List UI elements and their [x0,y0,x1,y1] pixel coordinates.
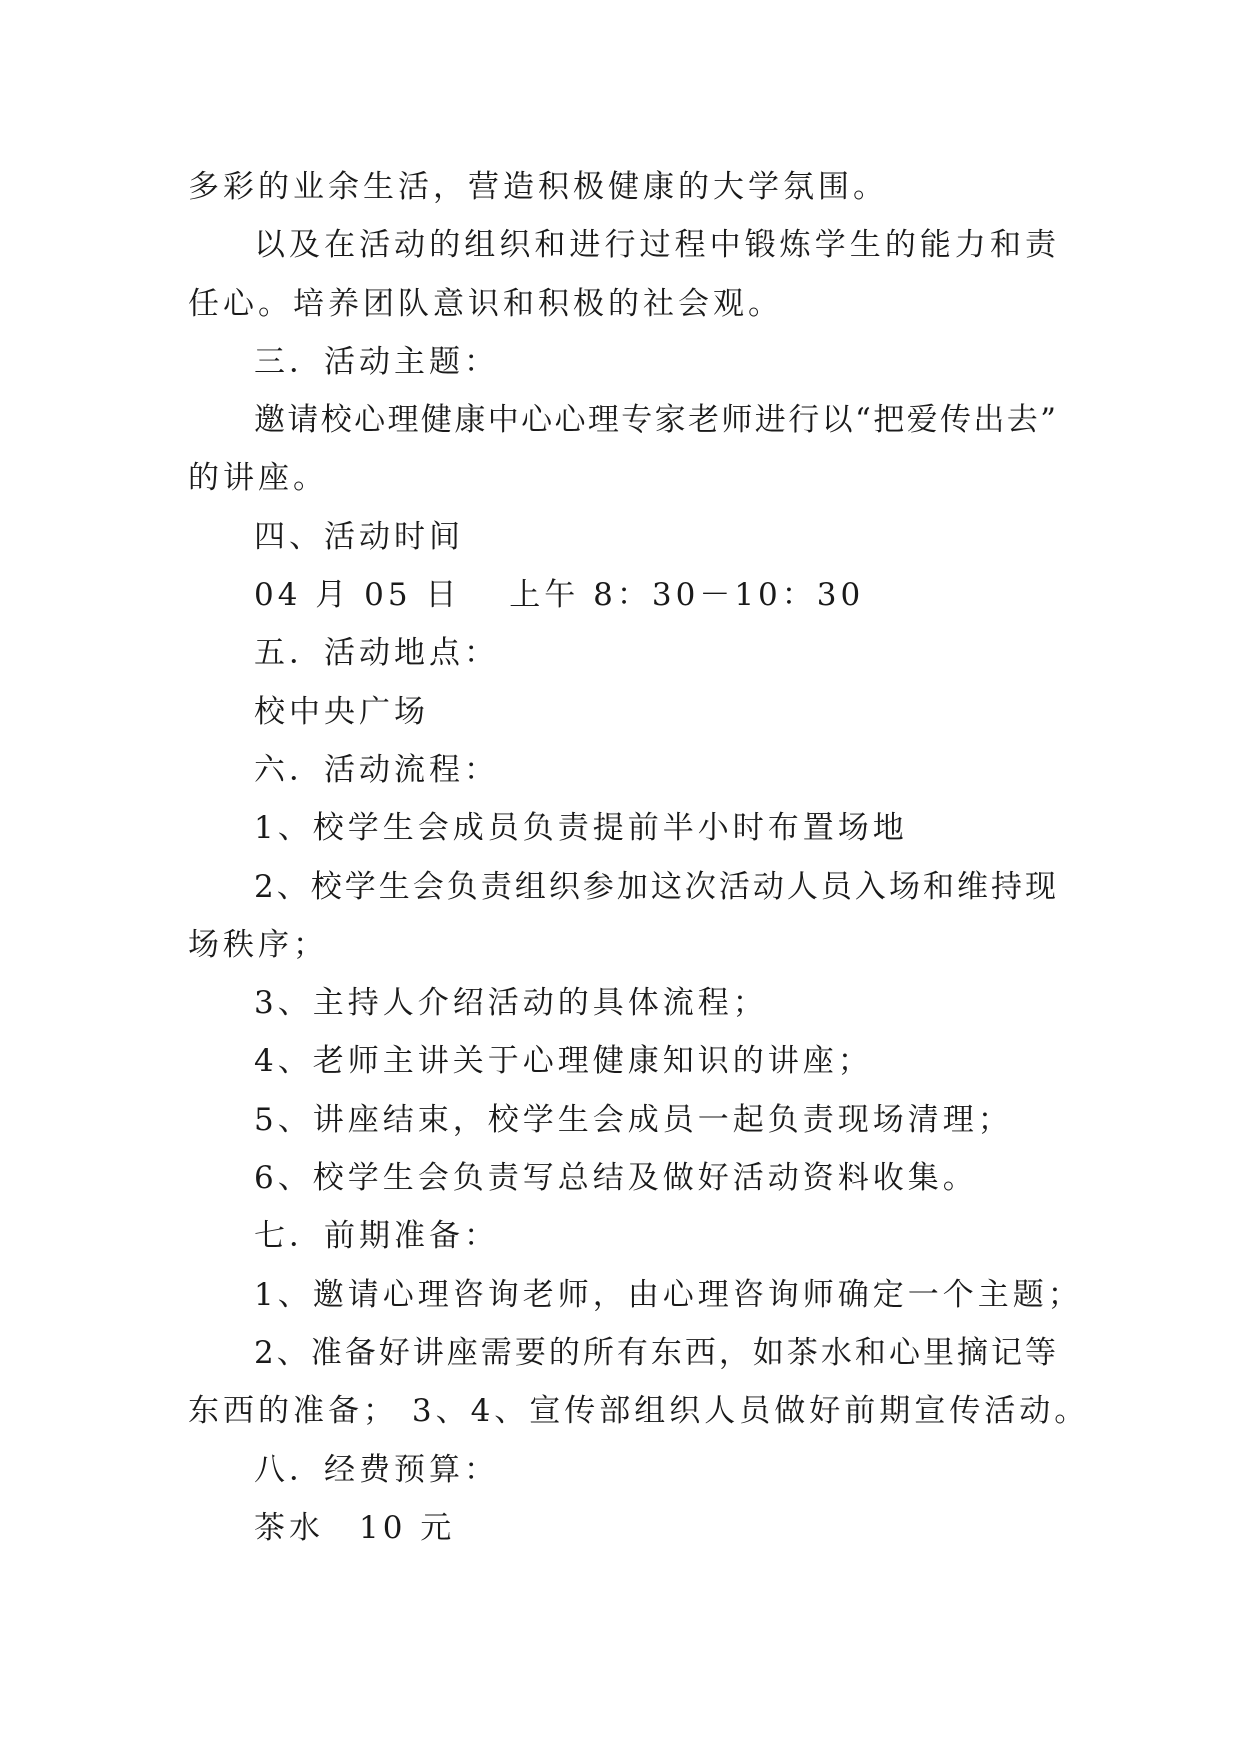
preparation-item-continued: 东西的准备； 3、4、宣传部组织人员做好前期宣传活动。 [188,1393,1090,1430]
budget-item: 茶水 10 元 [254,1509,456,1546]
process-item: 5、讲座结束，校学生会成员一起负责现场清理； [254,1101,1013,1138]
paragraph-line: 邀请校心理健康中心心理专家老师进行以“把爱传出去” [254,402,1058,439]
process-item: 4、老师主讲关于心理健康知识的讲座； [254,1043,873,1080]
process-item: 6、校学生会负责写总结及做好活动资料收集。 [254,1160,978,1197]
process-item: 1、校学生会成员负责提前半小时布置场地 [254,810,908,847]
section-heading-location: 五．活动地点： [254,635,499,672]
section-heading-preparation: 七．前期准备： [254,1218,499,1255]
section-heading-budget: 八．经费预算： [254,1451,499,1488]
paragraph-line: 多彩的业余生活，营造积极健康的大学氛围。 [188,169,888,205]
document-body [188,158,1090,1557]
paragraph-line: 以及在活动的组织和进行过程中锻炼学生的能力和责 [254,227,1058,264]
activity-location: 校中央广场 [254,693,429,730]
preparation-item: 1、邀请心理咨询老师，由心理咨询师确定一个主题； [254,1276,1083,1313]
process-item-continued: 场秩序； [188,926,328,963]
process-item: 2、校学生会负责组织参加这次活动人员入场和维持现 [254,868,1058,905]
process-item: 3、主持人介绍活动的具体流程； [254,985,768,1022]
activity-time: 04 月 05 日 上午 8：30－10：30 [254,577,865,614]
paragraph-line: 的讲座。 [188,460,328,497]
paragraph-line: 任心。培养团队意识和积极的社会观。 [188,285,783,322]
section-heading-process: 六．活动流程： [254,751,499,788]
section-heading-time: 四、活动时间 [254,518,464,555]
section-heading-theme: 三．活动主题： [254,343,499,380]
preparation-item: 2、准备好讲座需要的所有东西，如茶水和心里摘记等 [254,1334,1058,1371]
